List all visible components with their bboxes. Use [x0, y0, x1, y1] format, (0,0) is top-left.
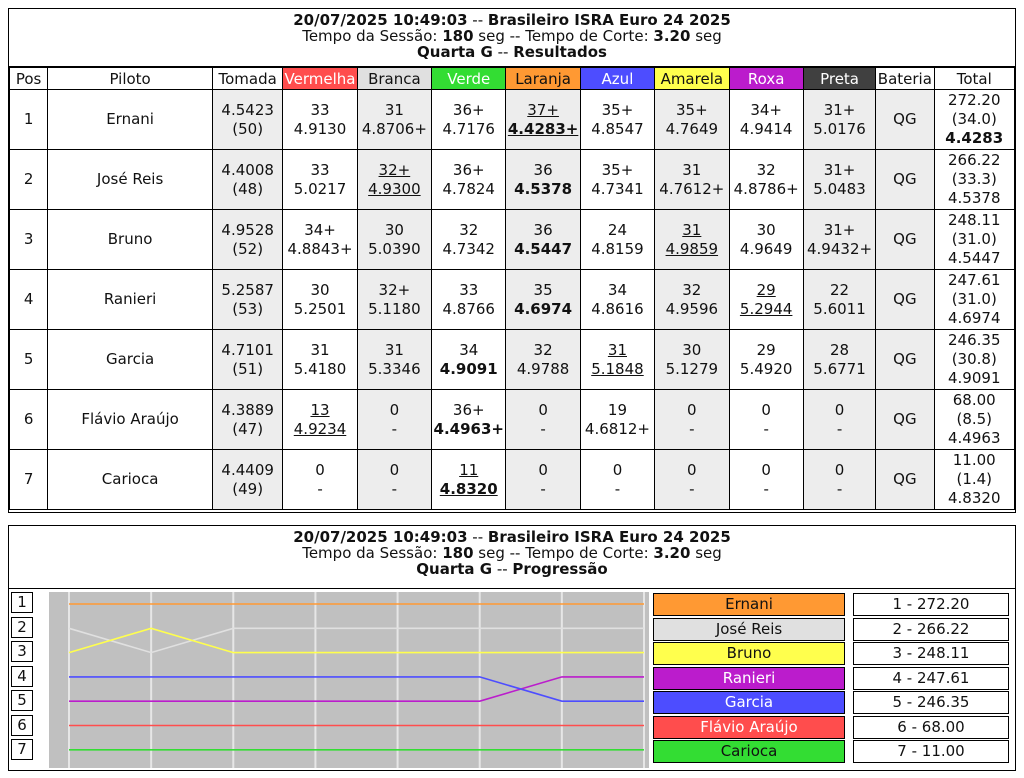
lane-cell: 31+ 5.0176	[803, 90, 875, 150]
lane-cell: 0 -	[580, 450, 654, 510]
score-box: 2 - 266.22	[853, 618, 1009, 641]
lane-cell: 28 5.6771	[803, 330, 875, 390]
driver-name: Garcia	[48, 330, 213, 390]
lane-cell: 0 -	[655, 450, 729, 510]
column-header-preta: Preta	[803, 68, 875, 90]
column-header-tomada: Tomada	[213, 68, 283, 90]
lane-cell: 32+ 5.1180	[357, 270, 431, 330]
driver-name: Carioca	[48, 450, 213, 510]
column-header-roxa: Roxa	[729, 68, 803, 90]
pos-cell: 3	[10, 210, 48, 270]
lane-cell: 0 -	[506, 450, 580, 510]
lane-cell: 31 5.3346	[357, 330, 431, 390]
position-box: 6	[11, 715, 33, 736]
bateria-cell: QG	[876, 270, 934, 330]
lane-cell: 30 4.9649	[729, 210, 803, 270]
lane-cell: 31 5.1848	[580, 330, 654, 390]
column-header-piloto: Piloto	[48, 68, 213, 90]
lane-cell: 31 4.7612+	[655, 150, 729, 210]
score-box: 3 - 248.11	[853, 642, 1009, 665]
lane-cell: 35+ 4.7649	[655, 90, 729, 150]
progression-subtitle: Progressão	[512, 560, 608, 578]
lane-cell: 36 4.5378	[506, 150, 580, 210]
score-box: 6 - 68.00	[853, 716, 1009, 739]
pos-cell: 4	[10, 270, 48, 330]
results-panel	[8, 8, 1016, 513]
score-box: 5 - 246.35	[853, 691, 1009, 714]
bateria-cell: QG	[876, 330, 934, 390]
progression-event: Brasileiro ISRA Euro 24 2025	[487, 528, 731, 546]
results-subtitle: Resultados	[513, 43, 607, 61]
driver-name: Bruno	[48, 210, 213, 270]
pos-cell: 2	[10, 150, 48, 210]
progression-line	[69, 677, 644, 701]
lane-cell: 35 4.6974	[506, 270, 580, 330]
lane-cell: 31 5.4180	[283, 330, 357, 390]
lane-cell: 0 -	[655, 390, 729, 450]
lane-cell: 33 4.8766	[432, 270, 506, 330]
tomada-cell: 4.4409 (49)	[213, 450, 283, 510]
lane-cell: 37+ 4.4283+	[506, 90, 580, 150]
tomada-cell: 4.4008 (48)	[213, 150, 283, 210]
lane-cell: 30 5.2501	[283, 270, 357, 330]
lane-cell: 34+ 4.8843+	[283, 210, 357, 270]
driver-name: José Reis	[48, 150, 213, 210]
lane-cell: 31+ 4.9432+	[803, 210, 875, 270]
legend-driver: José Reis	[653, 618, 845, 641]
column-header-vermelha: Vermelha	[284, 69, 356, 88]
results-header-row	[10, 68, 1015, 90]
tomada-cell: 5.2587 (53)	[213, 270, 283, 330]
tomada-cell: 4.9528 (52)	[213, 210, 283, 270]
tomada-cell: 4.5423 (50)	[213, 90, 283, 150]
results-header: 20/07/2025 10:49:03 -- Brasileiro ISRA Euro 24 2025 Tempo da Sessão: 180 seg -- Tempo de Corte: 3.20 seg Quarta G -- Resultados	[9, 9, 1015, 67]
legend-driver: Bruno	[653, 642, 845, 665]
table-row	[10, 330, 1015, 390]
lane-cell: 36 4.5447	[506, 210, 580, 270]
bateria-cell: QG	[876, 210, 934, 270]
lane-cell: 31 4.9859	[655, 210, 729, 270]
bateria-cell: QG	[876, 450, 934, 510]
position-box: 3	[11, 641, 33, 662]
table-row	[10, 150, 1015, 210]
position-box: 4	[11, 666, 33, 687]
session-time: 180	[442, 27, 474, 45]
lane-cell: 29 5.4920	[729, 330, 803, 390]
lane-cell: 31+ 5.0483	[803, 150, 875, 210]
progression-panel	[8, 525, 1016, 771]
pos-cell: 1	[10, 90, 48, 150]
lane-cell: 34 4.8616	[580, 270, 654, 330]
lane-cell: 32+ 4.9300	[357, 150, 431, 210]
total-cell: 266.22 (33.3) 4.5378	[934, 150, 1015, 210]
progression-line	[69, 628, 644, 652]
legend-driver: Flávio Araújo	[653, 716, 845, 739]
results-table	[9, 67, 1015, 510]
tomada-cell: 4.3889 (47)	[213, 390, 283, 450]
driver-name: Flávio Araújo	[48, 390, 213, 450]
bateria-cell: QG	[876, 90, 934, 150]
lane-cell: 33 5.0217	[283, 150, 357, 210]
bateria-cell: QG	[876, 150, 934, 210]
position-box: 2	[11, 617, 33, 638]
lane-cell: 34+ 4.9414	[729, 90, 803, 150]
lane-cell: 0 -	[357, 450, 431, 510]
total-cell: 272.20 (34.0) 4.4283	[934, 90, 1015, 150]
lane-cell: 0 -	[803, 450, 875, 510]
lane-cell: 32 4.8786+	[729, 150, 803, 210]
lane-cell: 30 5.1279	[655, 330, 729, 390]
position-box: 1	[11, 592, 33, 613]
legend-driver: Ranieri	[653, 667, 845, 690]
progression-chart	[49, 592, 649, 768]
lane-cell: 19 4.6812+	[580, 390, 654, 450]
lane-cell: 0 -	[283, 450, 357, 510]
lane-cell: 0 -	[357, 390, 431, 450]
column-header-amarela: Amarela	[655, 68, 729, 90]
position-box: 7	[11, 739, 33, 760]
lane-cell: 24 4.8159	[580, 210, 654, 270]
lane-cell: 22 5.6011	[803, 270, 875, 330]
table-row	[10, 450, 1015, 510]
results-body	[10, 90, 1015, 510]
total-cell: 248.11 (31.0) 4.5447	[934, 210, 1015, 270]
legend-driver: Garcia	[653, 691, 845, 714]
total-cell: 11.00 (1.4) 4.8320	[934, 450, 1015, 510]
table-row	[10, 90, 1015, 150]
table-row	[10, 210, 1015, 270]
table-row	[10, 270, 1015, 330]
lane-cell: 11 4.8320	[432, 450, 506, 510]
lane-cell: 36+ 4.7824	[432, 150, 506, 210]
results-event: Brasileiro ISRA Euro 24 2025	[487, 11, 731, 29]
lane-cell: 36+ 4.7176	[432, 90, 506, 150]
lane-cell: 35+ 4.8547	[580, 90, 654, 150]
lane-cell: 32 4.9596	[655, 270, 729, 330]
progression-header: 20/07/2025 10:49:03 -- Brasileiro ISRA Euro 24 2025 Tempo da Sessão: 180 seg -- Tempo de Corte: 3.20 seg Quarta G -- Progressão	[9, 526, 1015, 589]
heat-name: Quarta G	[417, 43, 493, 61]
lane-cell: 0 -	[729, 450, 803, 510]
lane-cell: 32 4.9788	[506, 330, 580, 390]
score-box: 7 - 11.00	[853, 740, 1009, 763]
bateria-cell: QG	[876, 390, 934, 450]
column-header-branca: Branca	[357, 68, 431, 90]
progression-line	[69, 628, 644, 652]
legend-driver: Carioca	[653, 740, 845, 763]
lane-cell: 0 -	[506, 390, 580, 450]
lane-cell: 32 4.7342	[432, 210, 506, 270]
lane-cell: 0 -	[803, 390, 875, 450]
pos-cell: 7	[10, 450, 48, 510]
column-header-bateria: Bateria	[876, 68, 934, 90]
position-box: 5	[11, 690, 33, 711]
results-datetime: 20/07/2025 10:49:03	[293, 11, 468, 29]
column-header-total: Total	[934, 68, 1015, 90]
progression-datetime: 20/07/2025 10:49:03	[293, 528, 468, 546]
column-header-azul: Azul	[580, 68, 654, 90]
score-box: 1 - 272.20	[853, 593, 1009, 616]
lane-cell: 36+ 4.4963+	[432, 390, 506, 450]
driver-name: Ranieri	[48, 270, 213, 330]
lane-cell: 34 4.9091	[432, 330, 506, 390]
pos-cell: 5	[10, 330, 48, 390]
cut-time: 3.20	[653, 27, 691, 45]
table-row	[10, 390, 1015, 450]
lane-cell: 0 -	[729, 390, 803, 450]
column-header-laranja: Laranja	[506, 68, 580, 90]
lane-cell: 29 5.2944	[729, 270, 803, 330]
total-cell: 247.61 (31.0) 4.6974	[934, 270, 1015, 330]
progression-area	[9, 586, 1015, 770]
lane-cell: 13 4.9234	[283, 390, 357, 450]
total-cell: 68.00 (8.5) 4.4963	[934, 390, 1015, 450]
column-header-verde: Verde	[432, 68, 506, 90]
lane-cell: 35+ 4.7341	[580, 150, 654, 210]
progression-line	[69, 677, 644, 701]
legend-driver: Ernani	[653, 593, 845, 616]
pos-cell: 6	[10, 390, 48, 450]
lane-cell: 33 4.9130	[283, 90, 357, 150]
lane-cell: 30 5.0390	[357, 210, 431, 270]
driver-name: Ernani	[48, 90, 213, 150]
total-cell: 246.35 (30.8) 4.9091	[934, 330, 1015, 390]
score-box: 4 - 247.61	[853, 667, 1009, 690]
lane-cell: 31 4.8706+	[357, 90, 431, 150]
tomada-cell: 4.7101 (51)	[213, 330, 283, 390]
column-header-pos: Pos	[10, 68, 48, 90]
